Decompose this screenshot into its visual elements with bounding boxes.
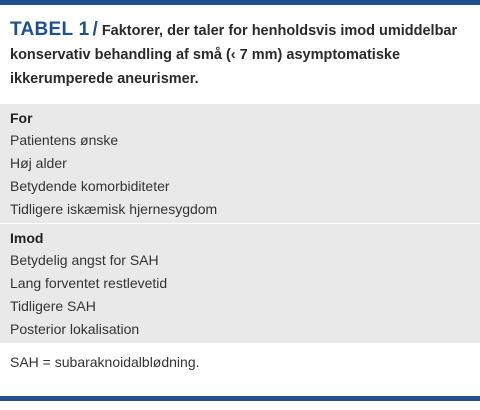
list-item: Betydelig angst for SAH [10, 252, 159, 268]
section-for [0, 104, 480, 224]
list-item: Høj alder [10, 155, 67, 171]
list-item: Tidligere iskæmisk hjernesygdom [10, 201, 218, 217]
top-rule [0, 0, 480, 5]
bottom-rule [0, 396, 480, 401]
table-label: TABEL 1 [10, 19, 90, 40]
table-footnote: SAH = subaraknoidalblødning. [10, 354, 200, 370]
section-heading-imod: Imod [10, 230, 44, 246]
factors-table [0, 104, 480, 372]
section-imod [0, 224, 480, 344]
list-item: Patientens ønske [10, 132, 119, 148]
table-title: Faktorer, der taler for henholdsvis imod umiddelbar konservativ behandling af små (‹ 7 mm) asymptomatiske ikkerumperede aneurismer. [10, 23, 458, 87]
list-item: Tidligere SAH [10, 298, 96, 314]
list-item: Lang forventet restlevetid [10, 275, 168, 291]
list-item: Posterior lokalisation [10, 321, 140, 337]
caption-separator: / [92, 19, 98, 40]
section-heading-for: For [10, 110, 33, 126]
list-item: Betydende komorbiditeter [10, 178, 170, 194]
table-caption [10, 18, 470, 91]
